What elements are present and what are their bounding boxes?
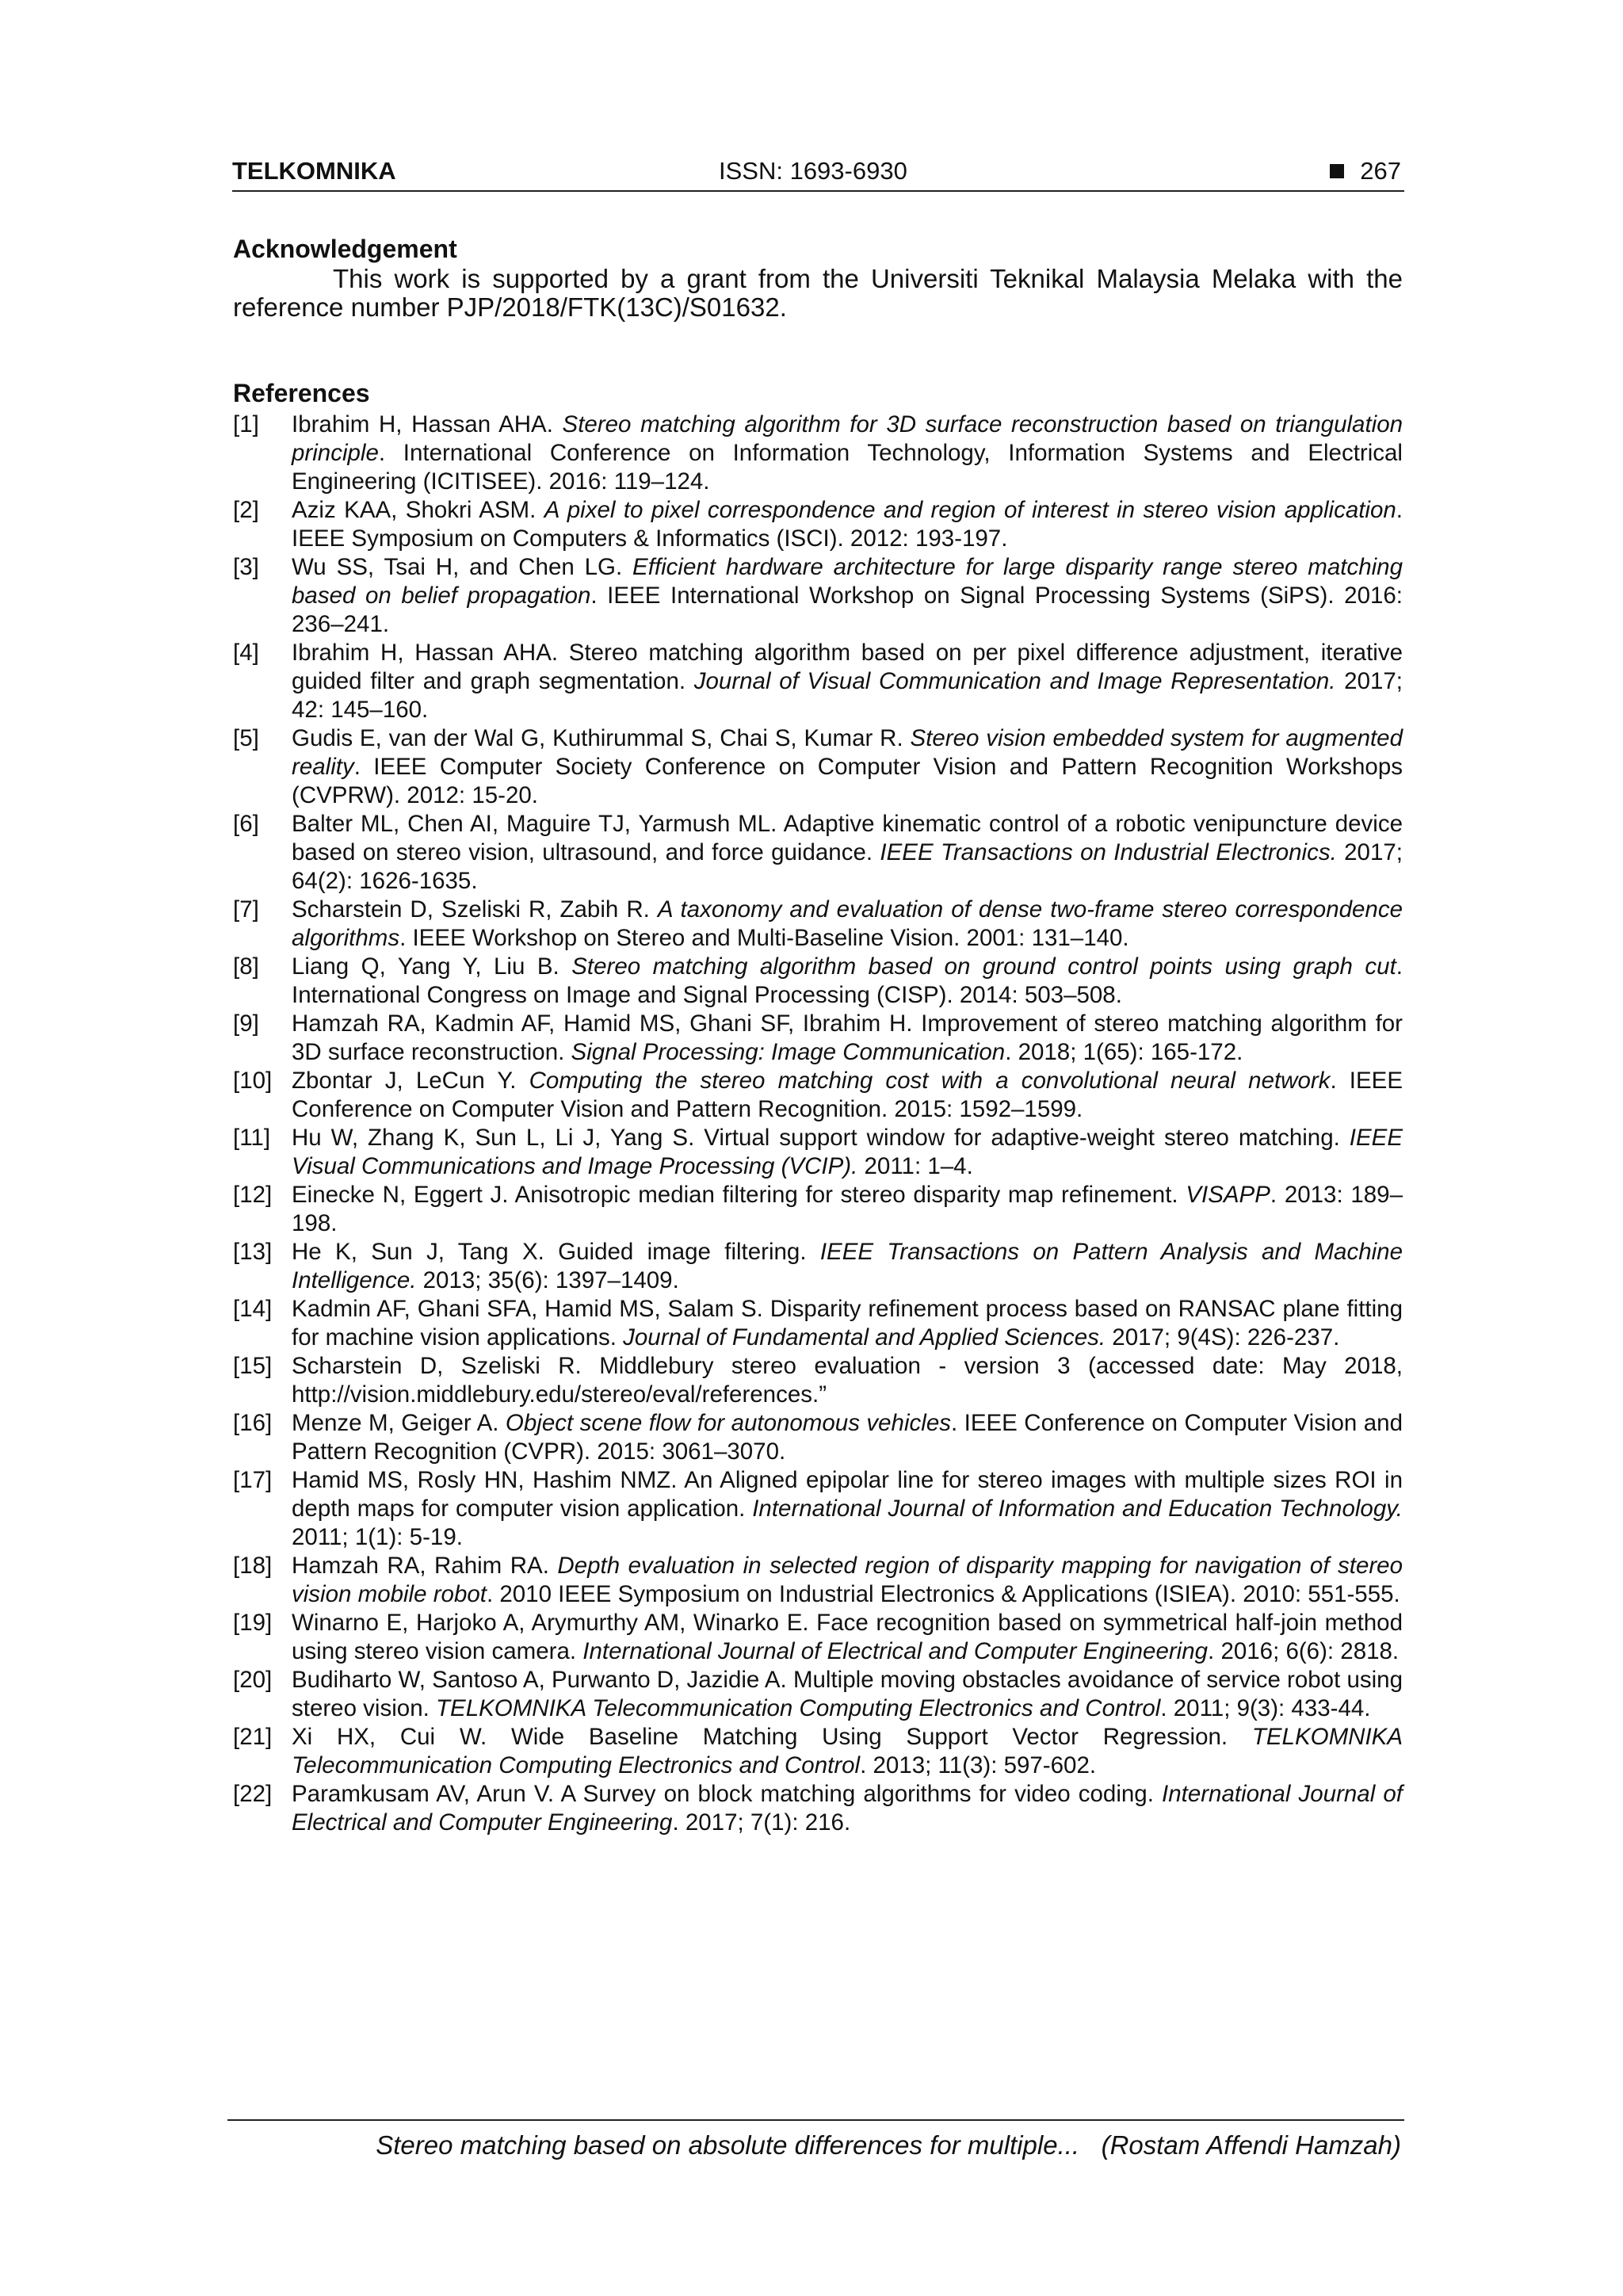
reference-text <box>292 411 1403 496</box>
reference-title: Computing the stereo matching cost with a convolutional neural network <box>529 1068 1331 1094</box>
reference-venue: IEEE Visual Communications and Image Processing (VCIP). <box>292 1125 1403 1179</box>
reference-text <box>292 1067 1403 1124</box>
reference-authors: Kadmin AF, Ghani SFA, Hamid MS, Salam S. Disparity refinement process based on RANSAC plane fitting for machine vision applications. <box>292 1296 1403 1350</box>
reference-text <box>292 1666 1403 1723</box>
reference-item <box>233 1409 1403 1466</box>
reference-text <box>292 1181 1403 1238</box>
reference-item <box>233 1010 1403 1067</box>
reference-authors: Liang Q, Yang Y, Liu B. <box>292 953 572 980</box>
reference-details: . IEEE Conference on Computer Vision and Pattern Recognition (CVPR). 2015: 3061–3070. <box>292 1410 1403 1465</box>
reference-number: [10] <box>233 1068 273 1094</box>
reference-text <box>292 1010 1403 1067</box>
reference-item <box>233 1067 1403 1124</box>
reference-text <box>292 1238 1403 1295</box>
reference-details: . International Congress on Image and Signal Processing (CISP). 2014: 503–508. <box>292 953 1403 1008</box>
reference-title: Depth evaluation in selected region of disparity mapping for navigation of stereo vision mobile robot <box>292 1553 1403 1607</box>
reference-number: [16] <box>233 1410 273 1436</box>
reference-details-tail: 2017; 9(4S): 226-237. <box>1106 1324 1340 1350</box>
reference-authors: Hamzah RA, Rahim RA. <box>292 1553 558 1579</box>
reference-authors: Hamid MS, Rosly HN, Hashim NMZ. An Aligned epipolar line for stereo images with multiple sizes ROI in depth maps for computer vision application. <box>292 1467 1403 1522</box>
reference-text <box>292 1723 1403 1780</box>
square-bullet-icon <box>1330 164 1344 178</box>
reference-title: Object scene flow for autonomous vehicles <box>505 1410 951 1436</box>
reference-item <box>233 1666 1403 1723</box>
page-number: 267 <box>1360 157 1401 185</box>
reference-number: [20] <box>233 1667 273 1693</box>
reference-authors: Gudis E, van der Wal G, Kuthirummal S, Chai S, Kumar R. <box>292 725 911 751</box>
reference-number: [1] <box>233 411 259 437</box>
reference-authors: Einecke N, Eggert J. Anisotropic median filtering for stereo disparity map refinement. <box>292 1182 1186 1208</box>
reference-number: [22] <box>233 1781 273 1807</box>
reference-text <box>292 1609 1403 1666</box>
references-heading: References <box>233 379 370 407</box>
reference-details-tail: . 2013: 189–198. <box>292 1182 1403 1236</box>
reference-list <box>233 411 1403 1837</box>
reference-number: [4] <box>233 640 259 666</box>
running-footer <box>227 2119 1404 2160</box>
footer-running-title: Stereo matching based on absolute differences for multiple... <box>376 2130 1080 2160</box>
reference-text <box>292 1295 1403 1352</box>
reference-item <box>233 1352 1403 1409</box>
page-number-wrapper <box>1330 157 1401 185</box>
reference-authors: Wu SS, Tsai H, and Chen LG. <box>292 554 633 580</box>
reference-title: Stereo matching algorithm for 3D surface reconstruction based on triangulation principle <box>292 411 1403 466</box>
reference-details: . IEEE Conference on Computer Vision and Pattern Recognition. 2015: 1592–1599. <box>292 1068 1403 1122</box>
reference-details: . IEEE Computer Society Conference on Computer Vision and Pattern Recognition Workshops (CVPRW). 2012: 15-20. <box>292 754 1403 808</box>
reference-venue: Journal of Fundamental and Applied Sciences. <box>623 1324 1106 1350</box>
acknowledgement-section <box>233 233 1403 322</box>
acknowledgement-text: This work is supported by a grant from the Universiti Teknikal Malaysia Melaka with the reference number PJP/2018/FTK(13C)/S01632. <box>233 264 1403 322</box>
reference-text <box>292 953 1403 1010</box>
reference-authors: Budiharto W, Santoso A, Purwanto D, Jazidie A. Multiple moving obstacles avoidance of service robot using stereo vision. <box>292 1667 1403 1721</box>
reference-item <box>233 411 1403 496</box>
reference-title: A taxonomy and evaluation of dense two-frame stereo correspondence algorithms <box>292 896 1403 951</box>
reference-item <box>233 724 1403 810</box>
reference-venue: IEEE Transactions on Industrial Electronics. <box>880 839 1337 865</box>
reference-venue: TELKOMNIKA Telecommunication Computing Electronics and Control <box>292 1724 1403 1778</box>
reference-item <box>233 1238 1403 1295</box>
reference-details-tail: . 2013; 11(3): 597-602. <box>860 1752 1097 1778</box>
reference-authors: Winarno E, Harjoko A, Arymurthy AM, Winarko E. Face recognition based on symmetrical half-join method using stereo vision camera. <box>292 1610 1403 1664</box>
reference-details: . 2010 IEEE Symposium on Industrial Electronics & Applications (ISIEA). 2010: 551-555. <box>486 1581 1400 1607</box>
reference-details-tail: . 2011; 9(3): 433-44. <box>1160 1695 1371 1721</box>
reference-title: Stereo matching algorithm based on ground control points using graph cut <box>571 953 1396 980</box>
reference-authors: Scharstein D, Szeliski R. Middlebury stereo evaluation - version 3 (accessed date: May 2018, http://vision.middlebury.edu/stereo/eval/references.” <box>292 1353 1403 1408</box>
reference-number: [9] <box>233 1010 259 1037</box>
reference-venue: Signal Processing: Image Communication <box>571 1039 1006 1065</box>
reference-authors: Xi HX, Cui W. Wide Baseline Matching Using Support Vector Regression. <box>292 1724 1252 1750</box>
reference-details-tail: 2011: 1–4. <box>857 1153 973 1179</box>
reference-item <box>233 553 1403 639</box>
reference-details-tail: . 2018; 1(65): 165-172. <box>1005 1039 1243 1065</box>
reference-item <box>233 496 1403 553</box>
reference-item <box>233 1181 1403 1238</box>
reference-authors: Hamzah RA, Kadmin AF, Hamid MS, Ghani SF, Ibrahim H. Improvement of stereo matching algorithm for 3D surface reconstruction. <box>292 1010 1403 1065</box>
reference-item <box>233 953 1403 1010</box>
reference-authors: Balter ML, Chen AI, Maguire TJ, Yarmush ML. Adaptive kinematic control of a robotic venipuncture device based on stereo vision, ultrasound, and force guidance. <box>292 811 1403 865</box>
reference-title: Stereo vision embedded system for augmented reality <box>292 725 1403 780</box>
reference-title: Efficient hardware architecture for large disparity range stereo matching based on belief propagation <box>292 554 1403 609</box>
reference-number: [8] <box>233 953 259 980</box>
reference-authors: Scharstein D, Szeliski R, Zabih R. <box>292 896 658 923</box>
reference-number: [2] <box>233 497 259 523</box>
reference-item <box>233 896 1403 953</box>
reference-item <box>233 639 1403 724</box>
reference-text <box>292 810 1403 896</box>
reference-text <box>292 639 1403 724</box>
reference-item <box>233 1552 1403 1609</box>
reference-item <box>233 1466 1403 1552</box>
reference-number: [19] <box>233 1610 273 1636</box>
reference-authors: Aziz KAA, Shokri ASM. <box>292 497 544 523</box>
reference-details-tail: 2013; 35(6): 1397–1409. <box>416 1267 679 1293</box>
reference-details-tail: 2017; 42: 145–160. <box>292 668 1403 723</box>
reference-details: . International Conference on Information Technology, Information Systems and Electrical Engineering (ICITISEE). 2016: 119–124. <box>292 440 1403 495</box>
reference-text <box>292 496 1403 553</box>
reference-number: [14] <box>233 1296 273 1322</box>
reference-item <box>233 1295 1403 1352</box>
reference-text <box>292 1780 1403 1837</box>
reference-text <box>292 1124 1403 1181</box>
acknowledgement-heading: Acknowledgement <box>233 235 457 263</box>
reference-details: . IEEE Workshop on Stereo and Multi-Baseline Vision. 2001: 131–140. <box>399 925 1129 951</box>
reference-authors: Ibrahim H, Hassan AHA. <box>292 411 563 437</box>
reference-number: [18] <box>233 1553 273 1579</box>
reference-authors: Hu W, Zhang K, Sun L, Li J, Yang S. Virtual support window for adaptive-weight stereo matching. <box>292 1125 1350 1151</box>
reference-text <box>292 1466 1403 1552</box>
reference-item <box>233 1609 1403 1666</box>
reference-number: [15] <box>233 1353 273 1379</box>
reference-number: [11] <box>233 1125 271 1151</box>
reference-number: [3] <box>233 554 259 580</box>
reference-text <box>292 896 1403 953</box>
reference-venue: IEEE Transactions on Pattern Analysis and Machine Intelligence. <box>292 1239 1403 1293</box>
reference-text <box>292 1409 1403 1466</box>
reference-title: A pixel to pixel correspondence and region of interest in stereo vision application <box>544 497 1396 523</box>
reference-number: [17] <box>233 1467 273 1493</box>
reference-number: [21] <box>233 1724 273 1750</box>
reference-details-tail: . 2017; 7(1): 216. <box>672 1809 851 1836</box>
reference-text <box>292 1352 1403 1409</box>
reference-venue: International Journal of Information and Education Technology. <box>752 1496 1403 1522</box>
issn: ISSN: 1693-6930 <box>719 157 907 185</box>
reference-number: [13] <box>233 1239 273 1265</box>
footer-text <box>376 2130 1401 2160</box>
reference-item <box>233 1723 1403 1780</box>
reference-venue: International Journal of Electrical and Computer Engineering <box>582 1638 1209 1664</box>
footer-author: (Rostam Affendi Hamzah) <box>1101 2130 1401 2160</box>
reference-details: . IEEE International Workshop on Signal Processing Systems (SiPS). 2016: 236–241. <box>292 583 1403 637</box>
reference-authors: Paramkusam AV, Arun V. A Survey on block matching algorithms for video coding. <box>292 1781 1163 1807</box>
reference-text <box>292 553 1403 639</box>
running-header <box>232 155 1404 192</box>
reference-text <box>292 1552 1403 1609</box>
reference-details-tail: . 2016; 6(6): 2818. <box>1208 1638 1400 1664</box>
reference-item <box>233 810 1403 896</box>
reference-number: [12] <box>233 1182 273 1208</box>
reference-item <box>233 1124 1403 1181</box>
reference-details-tail: 2017; 64(2): 1626-1635. <box>292 839 1403 894</box>
reference-number: [5] <box>233 725 259 751</box>
reference-authors: Ibrahim H, Hassan AHA. Stereo matching algorithm based on per pixel difference adjustment, iterative guided filter and graph segmentation. <box>292 640 1403 694</box>
reference-authors: He K, Sun J, Tang X. Guided image filtering. <box>292 1239 820 1265</box>
reference-venue: VISAPP <box>1186 1182 1270 1208</box>
references-section <box>233 377 1403 1837</box>
reference-details-tail: 2011; 1(1): 5-19. <box>292 1524 463 1550</box>
reference-venue: International Journal of Electrical and Computer Engineering <box>292 1781 1403 1836</box>
reference-venue: TELKOMNIKA Telecommunication Computing Electronics and Control <box>436 1695 1161 1721</box>
reference-authors: Zbontar J, LeCun Y. <box>292 1068 529 1094</box>
reference-item <box>233 1780 1403 1837</box>
reference-number: [6] <box>233 811 259 837</box>
reference-venue: Journal of Visual Communication and Image Representation. <box>693 668 1336 694</box>
reference-number: [7] <box>233 896 259 923</box>
reference-details: . IEEE Symposium on Computers & Informatics (ISCI). 2012: 193-197. <box>292 497 1403 552</box>
reference-text <box>292 724 1403 810</box>
journal-name: TELKOMNIKA <box>232 157 396 185</box>
reference-authors: Menze M, Geiger A. <box>292 1410 506 1436</box>
